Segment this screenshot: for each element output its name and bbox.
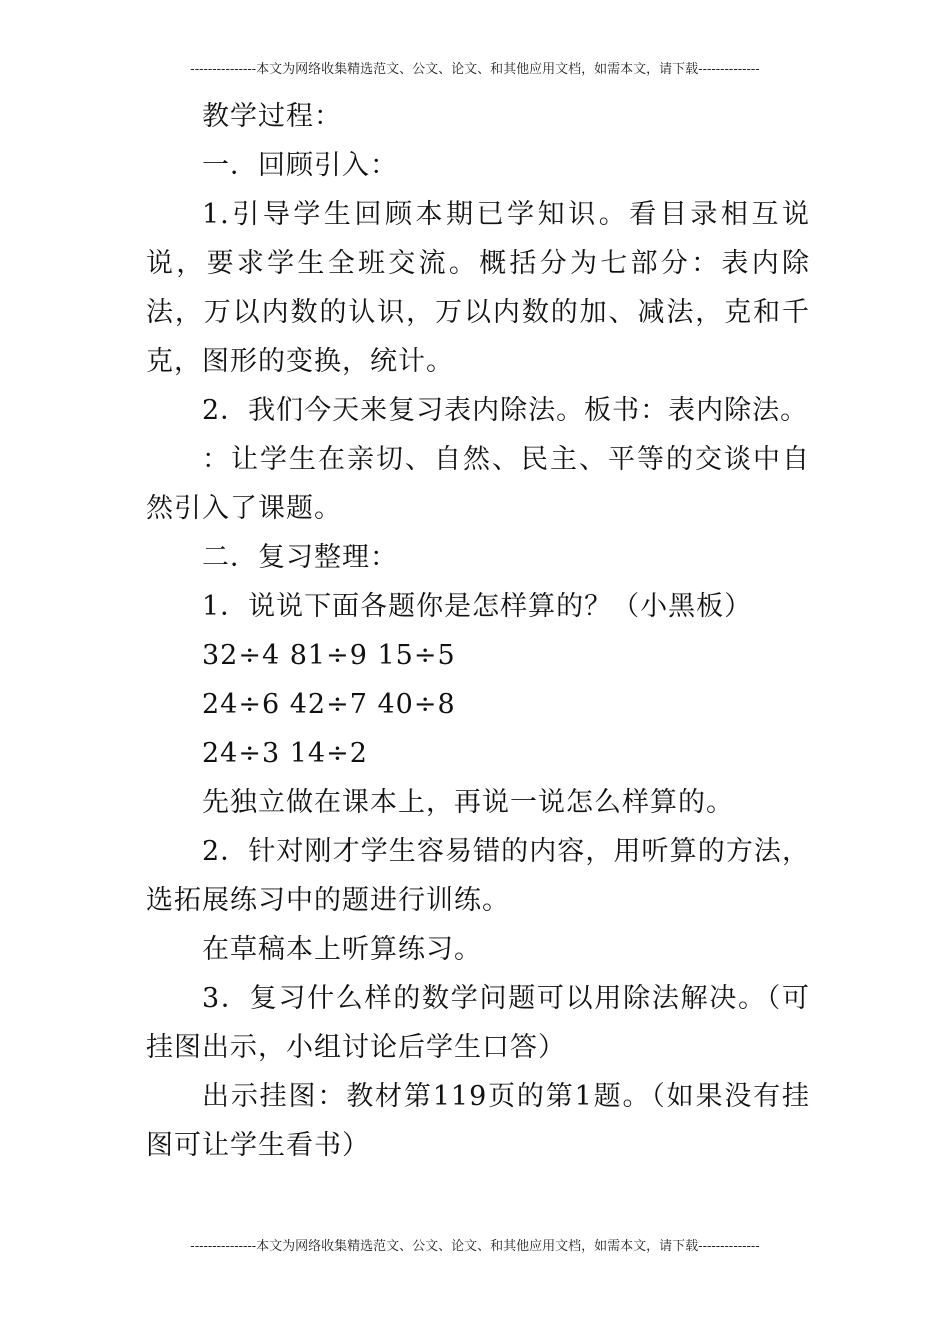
paragraph-math-row-1: 32÷4 81÷9 15÷5	[202, 640, 456, 671]
paragraph-question-one: 1．说说下面各题你是怎样算的？（小黑板）	[202, 591, 753, 622]
paragraph-teaching-process: 教学过程：	[202, 101, 342, 132]
document-body	[146, 92, 810, 1170]
paragraph-math-row-2: 24÷6 42÷7 40÷8	[202, 689, 456, 720]
paragraph-division-problems: 3．复习什么样的数学问题可以用除法解决。（可挂图出示，小组讨论后学生口答）	[146, 983, 810, 1063]
paragraph-math-row-3: 24÷3 14÷2	[202, 738, 368, 769]
page-footer: ---------------本文为网络收集精选范文、公文、论文、和其他应用文档，如需本文，请下载--------------	[190, 1239, 760, 1254]
paragraph-listening-practice: 2．针对刚才学生容易错的内容，用听算的方法，选拓展练习中的题进行训练。	[146, 836, 810, 916]
paragraph-intro-note: ：让学生在亲切、自然、民主、平等的交谈中自然引入了课题。	[146, 444, 810, 524]
page-header: ---------------本文为网络收集精选范文、公文、论文、和其他应用文档，如需本文，请下载--------------	[190, 62, 760, 77]
paragraph-section-two-heading: 二．复习整理：	[202, 542, 398, 573]
paragraph-draft-practice: 在草稿本上听算练习。	[202, 934, 482, 965]
paragraph-independent-work: 先独立做在课本上，再说一说怎么样算的。	[202, 787, 734, 818]
paragraph-board-writing: 2．我们今天来复习表内除法。板书：表内除法。	[202, 395, 809, 426]
paragraph-wall-chart: 出示挂图：教材第119页的第1题。（如果没有挂图可让学生看书）	[146, 1081, 810, 1161]
paragraph-section-one-heading: 一．回顾引入：	[202, 150, 398, 181]
paragraph-review-knowledge: 1.引导学生回顾本期已学知识。看目录相互说说，要求学生全班交流。概括分为七部分：表内除法，万以内数的认识，万以内数的加、减法，克和千克，图形的变换，统计。	[146, 199, 810, 377]
